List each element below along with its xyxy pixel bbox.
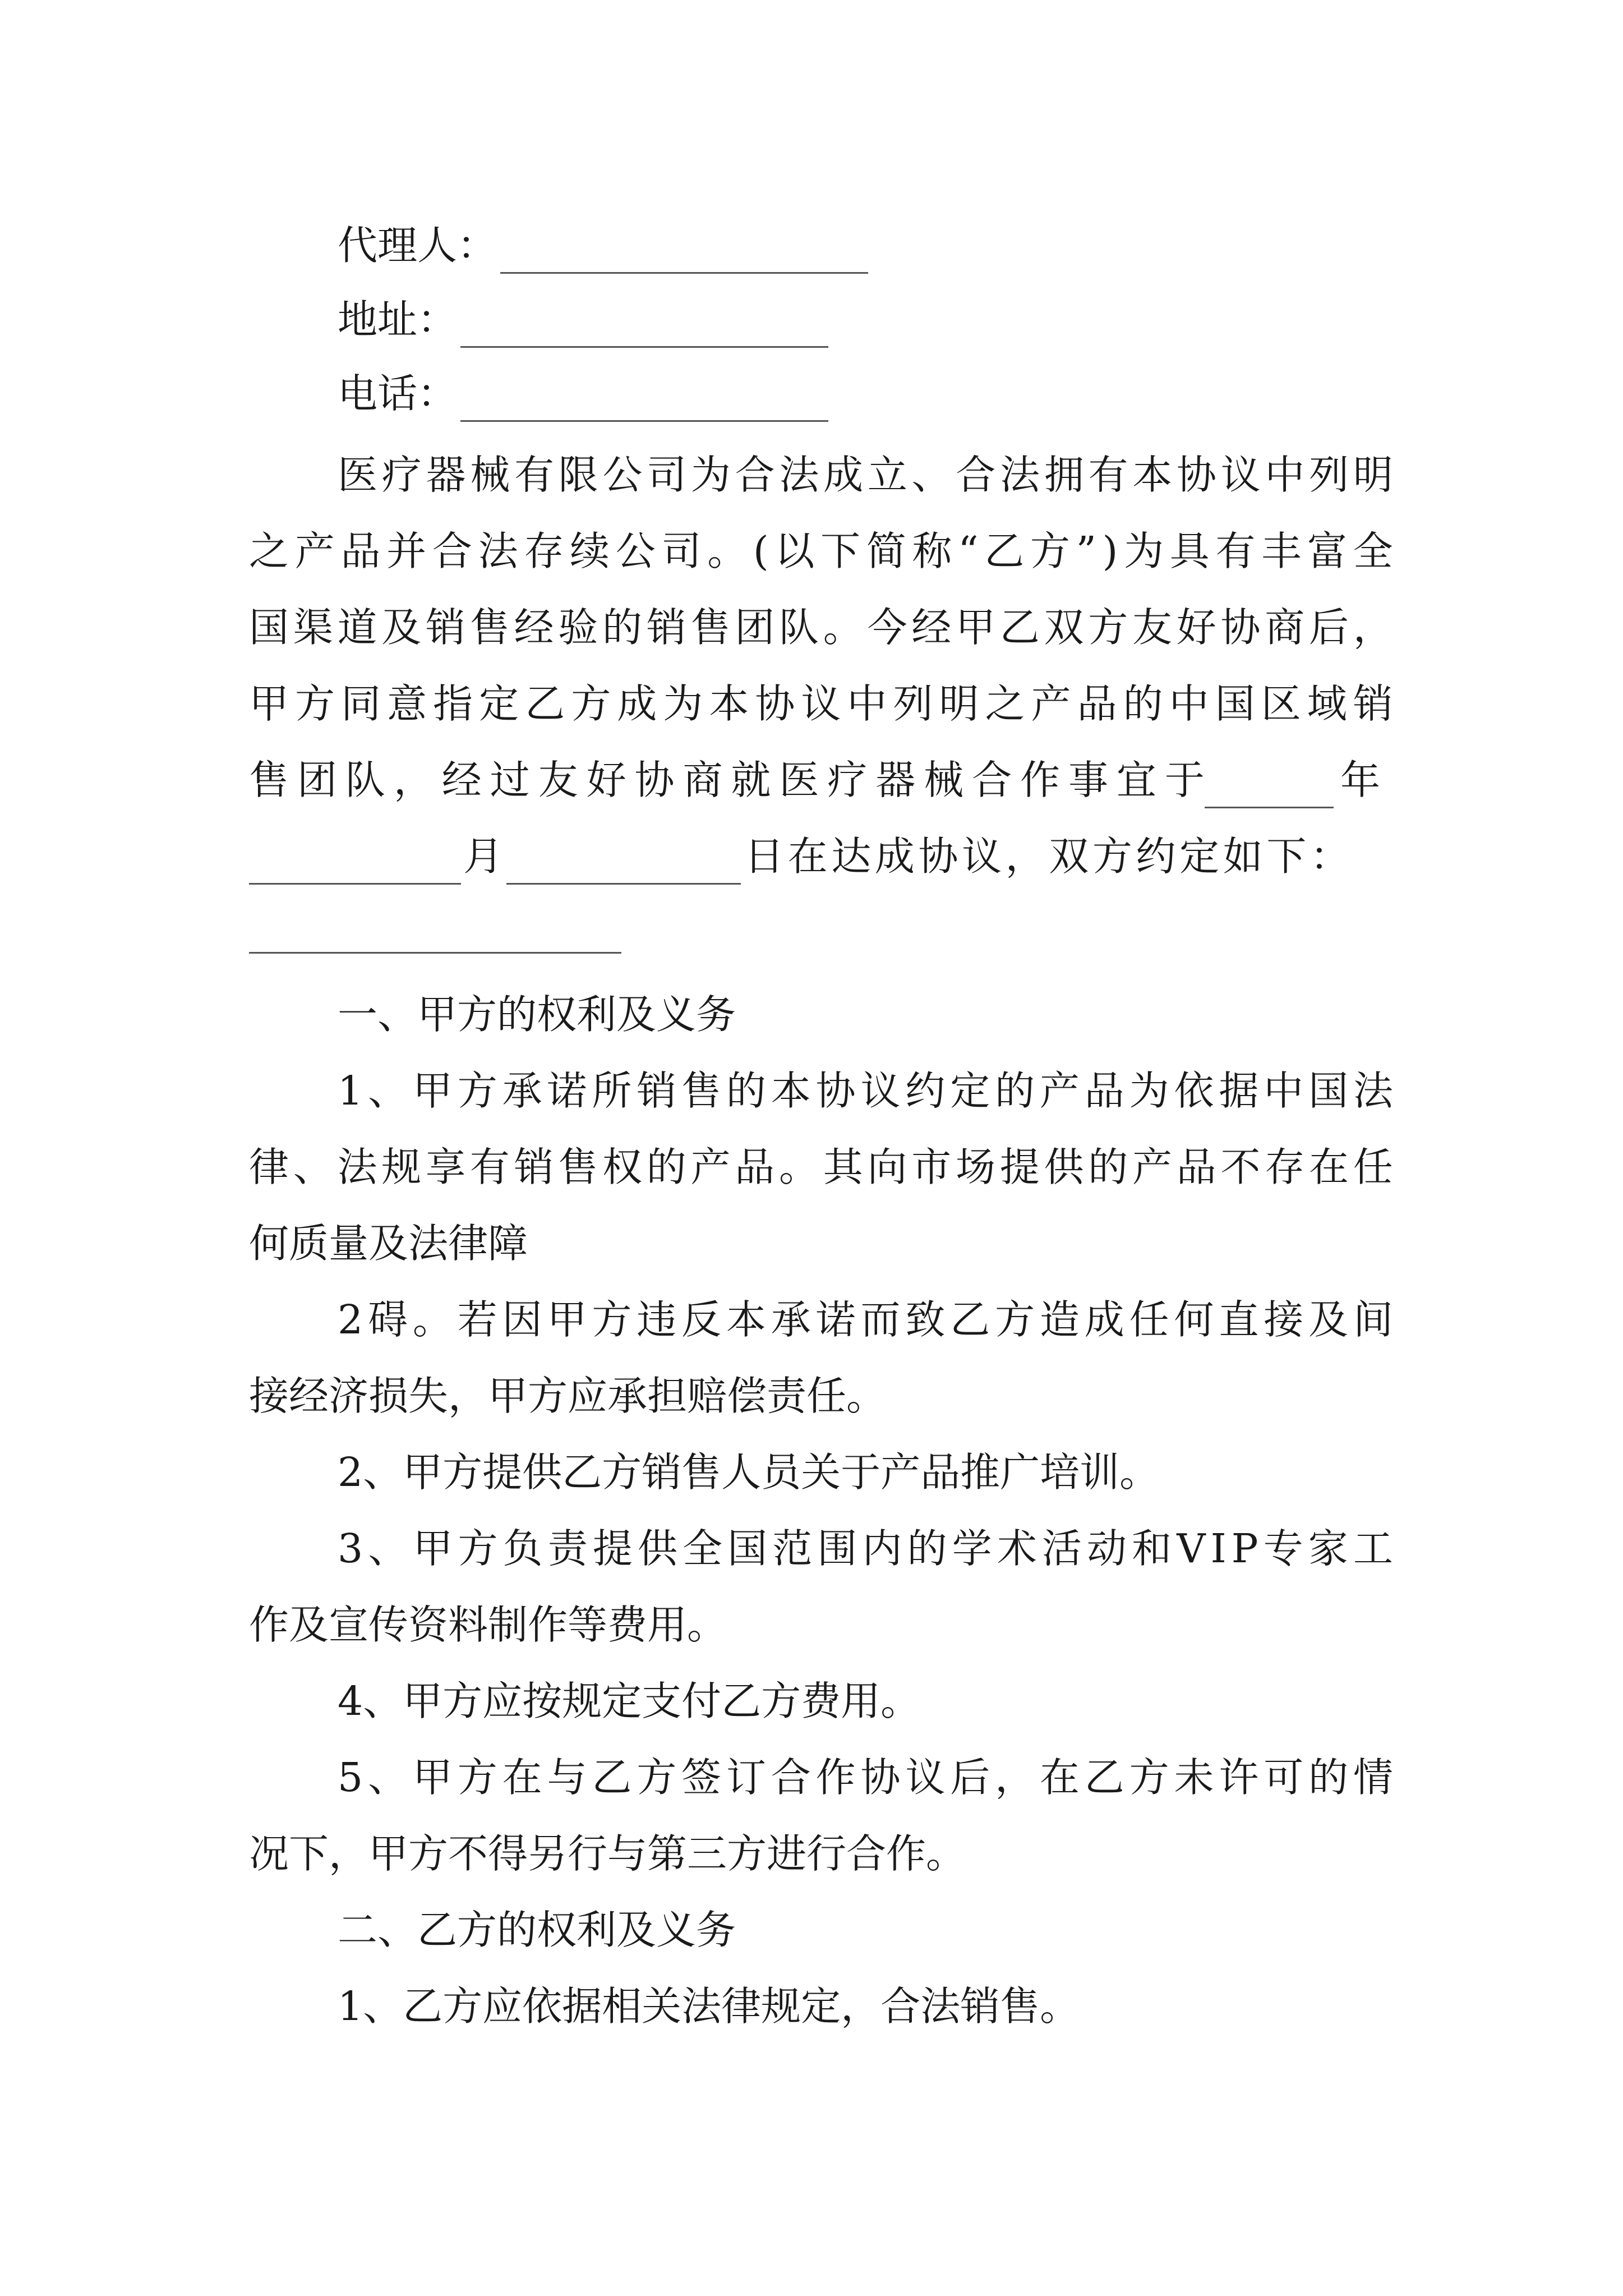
address-field [338, 292, 832, 348]
s1-item5-line-1: 5 、 甲 方 在 与 乙 方 签 订 合 作 协 议 后 ， 在 乙 方 未 许 可 的 情 [338, 1754, 1393, 1801]
intro-line-2: 之 产 品 并 合 法 存 续 公 司 。 ( 以 下 简 称 “ 乙 方 ” ) 为 具 有 丰 富 全 [249, 528, 1393, 574]
phone-label: 电话： [338, 370, 458, 417]
phone-blank[interactable] [460, 380, 828, 422]
agent-field [338, 218, 872, 274]
section1-title: 一、甲方的权利及义务 [338, 991, 736, 1038]
intro-line-3: 国 渠 道 及 销 售 经 验 的 销 售 团 队 。 今 经 甲 乙 双 方 友 好 协 商 后 ， [249, 604, 1393, 651]
month-label: 月 [463, 833, 504, 880]
intro-line-1: 医 疗 器 械 有 限 公 司 为 合 法 成 立 、 合 法 拥 有 本 协 议 中 列 明 [338, 452, 1393, 498]
address-blank[interactable] [460, 306, 828, 348]
s1-item4: 4、甲方应按规定支付乙方费用。 [338, 1678, 921, 1724]
s1-item1b-line-1: 2 碍 。 若 因 甲 方 违 反 本 承 诺 而 致 乙 方 造 成 任 何 直 接 及 间 [338, 1296, 1393, 1343]
agent-blank[interactable] [500, 232, 868, 274]
day-blank[interactable] [506, 843, 741, 885]
s1-item5-line-2: 况下，甲方不得另行与第三方进行合作。 [249, 1830, 966, 1877]
s2-item1: 1、乙方应依据相关法律规定，合法销售。 [338, 1983, 1080, 2030]
intro-line-6-text: 日 在 达 成 协 议 ， 双 方 约 定 如 下 ： [744, 833, 1350, 880]
intro-line-5 [249, 752, 1380, 808]
s1-item1-line-1: 1 、 甲 方 承 诺 所 销 售 的 本 协 议 约 定 的 产 品 为 依 据 中 国 法 [338, 1068, 1393, 1114]
year-label: 年 [1340, 757, 1381, 803]
trailing-blank[interactable] [249, 912, 621, 954]
agent-label: 代理人： [338, 222, 497, 269]
month-blank[interactable] [249, 843, 461, 885]
intro-line-6 [249, 829, 1350, 885]
intro-line-4: 甲 方 同 意 指 定 乙 方 成 为 本 协 议 中 列 明 之 产 品 的 中 国 区 域 销 [249, 680, 1393, 727]
s1-item1-line-3: 何质量及法律障 [249, 1220, 528, 1267]
s1-item3-line-2: 作及宣传资料制作等费用。 [249, 1602, 727, 1648]
s1-item2: 2、甲方提供乙方销售人员关于产品推广培训。 [338, 1449, 1160, 1496]
s1-item3-line-1: 3 、 甲 方 负 责 提 供 全 国 范 围 内 的 学 术 活 动 和 V I P 专 家 工 [338, 1525, 1393, 1572]
s1-item1-line-2: 律 、 法 规 享 有 销 售 权 的 产 品 。 其 向 市 场 提 供 的 产 品 不 存 在 任 [249, 1144, 1393, 1190]
year-blank[interactable] [1205, 766, 1334, 808]
section2-title: 二、乙方的权利及义务 [338, 1907, 736, 1953]
s1-item1b-line-2: 接经济损失，甲方应承担赔偿责任。 [249, 1373, 887, 1419]
phone-field [338, 366, 832, 422]
address-label: 地址： [338, 296, 458, 343]
intro-line-5-text: 售 团 队 ， 经 过 友 好 协 商 就 医 疗 器 械 合 作 事 宜 于 [249, 757, 1205, 803]
blank-line [249, 898, 621, 954]
